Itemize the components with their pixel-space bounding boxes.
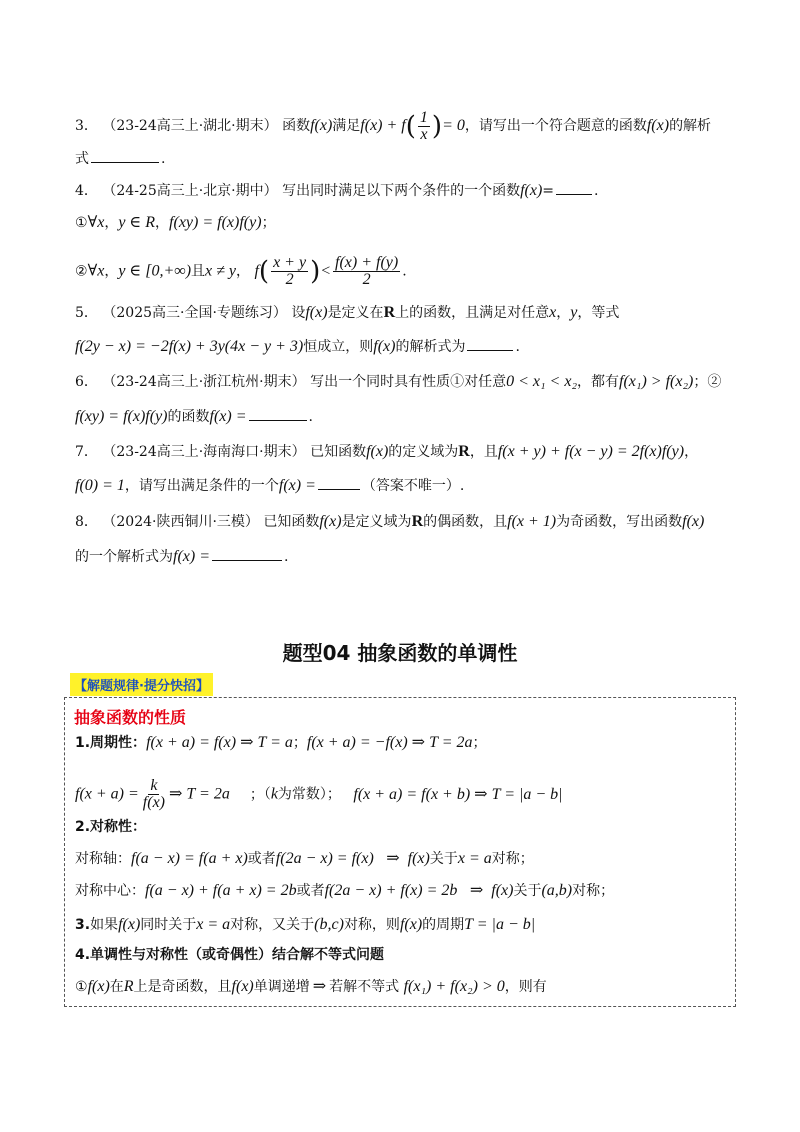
- symmetry-axis-line: [75, 849, 534, 869]
- text: f(x): [373, 338, 396, 355]
- text: (a,b): [541, 882, 573, 899]
- text: 或者: [296, 883, 325, 899]
- text: ，则有: [504, 979, 547, 995]
- text: 3.: [75, 917, 91, 933]
- text: R: [383, 304, 396, 321]
- text: f(x): [366, 443, 389, 460]
- text: .: [308, 409, 313, 425]
- text: .: [594, 183, 599, 199]
- text: 2.对称性：: [75, 819, 147, 835]
- text: ⇒: [312, 978, 327, 995]
- text: ∀x: [87, 214, 105, 231]
- text: =: [542, 183, 555, 199]
- text: f(2a − x) + f(x) = 2b: [324, 882, 458, 899]
- text: (b,c): [314, 916, 344, 933]
- text: f(x) =: [278, 477, 316, 494]
- text: 的周期: [422, 917, 465, 933]
- problem-6-number: 6．: [75, 374, 98, 390]
- text: f(x + 1): [507, 513, 557, 530]
- text: 4.单调性与对称性（或奇偶性）结合解不等式问题: [75, 947, 385, 963]
- text: 对称，又关于: [230, 917, 315, 933]
- problem-7-line-1: [75, 442, 698, 462]
- text: ，等式: [577, 305, 620, 321]
- text: y: [570, 304, 578, 321]
- text: f(x) =: [209, 408, 247, 425]
- text: f(x): [682, 513, 705, 530]
- text: ；: [292, 735, 307, 751]
- text: 对称轴：: [75, 851, 131, 867]
- problem-7-line-2: [75, 475, 464, 496]
- problem-6-source: （23-24高三上·浙江杭州·期末）: [102, 374, 306, 390]
- tips-badge: 【解题规律·提分快招】: [70, 673, 213, 696]
- problem-3-line-2: [75, 148, 165, 169]
- text: .: [284, 549, 289, 565]
- problem-7-source: （23-24高三上·海南海口·期末）: [102, 444, 306, 460]
- text: 满足: [332, 118, 361, 135]
- paren: ): [310, 256, 321, 287]
- symmetry-heading: [75, 817, 146, 837]
- problem-8-line-1: [75, 512, 704, 532]
- text: 对称，则: [343, 917, 400, 933]
- problem-6-line-1: [75, 372, 721, 392]
- text: f(x): [319, 513, 342, 530]
- text: f(0) = 1: [75, 477, 125, 494]
- text: 已知函数: [263, 514, 320, 530]
- text: ，都有: [577, 374, 620, 390]
- odd-function-line: [75, 977, 547, 997]
- text: f(x): [142, 794, 165, 811]
- text: f(x₁) > f(x₂): [619, 373, 694, 390]
- text: 关于: [513, 883, 542, 899]
- problem-4-line-1: [75, 180, 598, 201]
- symmetry-center-line: [75, 881, 614, 901]
- text: 为常数）；: [277, 786, 341, 803]
- text: ，: [684, 444, 699, 460]
- problem-6-line-2: [75, 406, 313, 427]
- text: ，请写出满足条件的一个: [124, 478, 279, 494]
- text: ，: [155, 215, 170, 231]
- text: f(x + a) = f(x + b) ⇒ T = |a − b|: [353, 785, 563, 803]
- text: f(a − x) + f(a + x) = 2b: [145, 882, 297, 899]
- text: f(x) =: [173, 548, 210, 565]
- problem-5-line-1: [75, 303, 619, 323]
- text: k: [150, 777, 158, 794]
- problem-4-cond-1: [75, 213, 276, 233]
- text: 对称；: [491, 851, 534, 867]
- text: x ≠ y: [205, 262, 237, 280]
- text: f(a − x) = f(a + x): [131, 850, 248, 867]
- text: 或者: [247, 851, 276, 867]
- text: ，: [104, 215, 119, 231]
- problem-4-number: 4．: [75, 183, 98, 199]
- text: x + y: [273, 254, 307, 271]
- text: x = a: [457, 850, 492, 867]
- text: f(x): [118, 916, 141, 933]
- text: <: [320, 262, 332, 280]
- answer-blank[interactable]: [249, 406, 307, 421]
- text: 同时关于: [140, 917, 197, 933]
- text: f(x): [87, 978, 110, 995]
- periodicity-line-2: [75, 778, 563, 811]
- text: 1: [419, 109, 428, 126]
- text: = 0: [442, 117, 465, 135]
- text: f(x + a) = f(x) ⇒ T = a: [146, 734, 293, 751]
- text: ；②: [693, 374, 722, 390]
- text: x = a: [196, 916, 231, 933]
- answer-blank[interactable]: [556, 180, 592, 195]
- math-fx: f(x): [646, 117, 670, 135]
- text: 的函数: [167, 409, 210, 425]
- paren: ): [431, 111, 443, 142]
- text: ；: [472, 735, 487, 751]
- text: 的偶函数，且: [423, 514, 508, 530]
- text: R: [458, 443, 470, 460]
- text: 已知函数: [310, 444, 367, 460]
- answer-blank[interactable]: [212, 546, 282, 561]
- text: 是定义在: [327, 305, 384, 321]
- text: 设: [291, 305, 306, 321]
- problem-3-line-1: [75, 110, 711, 143]
- answer-blank[interactable]: [467, 336, 513, 351]
- text: f(xy) = f(x)f(y): [75, 408, 168, 425]
- text: .: [402, 263, 407, 280]
- box-title: 抽象函数的性质: [74, 708, 187, 727]
- text: 的一个解析式为: [75, 549, 173, 565]
- text: ，: [104, 263, 119, 280]
- text: f(x): [305, 304, 328, 321]
- problem-8-source: （2024·陕西铜川·三模）: [102, 514, 259, 530]
- text: .: [515, 339, 520, 355]
- text: f(x + a) =: [75, 785, 139, 803]
- text: ，: [556, 305, 571, 321]
- fraction: [333, 255, 400, 288]
- text: .: [161, 151, 166, 167]
- text: f(x): [231, 978, 254, 995]
- text: 2: [362, 271, 371, 288]
- text: 上的函数，且满足对任意: [395, 305, 550, 321]
- text: 写出一个同时具有性质①对任意: [310, 374, 507, 390]
- text: ①: [75, 979, 88, 995]
- text: f(x) + f(y): [335, 254, 399, 271]
- math-fx: f(x): [310, 117, 333, 135]
- text: ⇒ T = 2a: [169, 785, 230, 803]
- paren: (: [405, 111, 416, 142]
- text: 为奇函数，写出函数: [556, 514, 683, 530]
- text: ①: [75, 215, 88, 231]
- problem-5-line-2: [75, 336, 520, 357]
- text: ⇒: [469, 882, 484, 899]
- text: （答案不唯一）.: [361, 478, 465, 494]
- paren: (: [258, 256, 270, 287]
- text: f(x + y) + f(x − y) = 2f(x)f(y): [497, 443, 685, 460]
- text: 上是奇函数，且: [133, 979, 232, 995]
- problem-7-number: 7．: [75, 444, 98, 460]
- problem-5-source: （2025高三·全国·专题练习）: [102, 305, 287, 321]
- text: ；: [249, 786, 264, 803]
- monotonicity-heading: [75, 945, 384, 965]
- text: x: [420, 126, 428, 143]
- text: f(x + a) = −f(x) ⇒ T = 2a: [306, 734, 473, 751]
- text: ，且: [469, 444, 498, 460]
- text: R: [123, 978, 134, 995]
- text: 如果: [90, 917, 119, 933]
- text: f(2y − x) = −2f(x) + 3y(4x − y + 3): [75, 338, 304, 355]
- text: 且: [191, 263, 206, 280]
- text: 在: [109, 979, 124, 995]
- math-f-x: f(x) + f( $\frac{1}{x}$ )= 0: [360, 109, 465, 143]
- text: 关于: [429, 851, 458, 867]
- problem-4-cond-2: [75, 255, 407, 288]
- period-from-symmetry-line: [75, 915, 535, 935]
- text: f: [254, 262, 259, 280]
- answer-blank[interactable]: [91, 148, 159, 163]
- text: f(x): [360, 117, 383, 135]
- text: ，: [236, 263, 251, 280]
- text: 式: [75, 151, 89, 167]
- text: k: [270, 785, 278, 803]
- text: ②: [75, 263, 88, 280]
- text: f(x₁) + f(x₂) > 0: [403, 978, 505, 995]
- fraction: [418, 110, 430, 143]
- text: 0 < x₁ < x₂: [506, 373, 578, 390]
- fraction: [271, 255, 308, 288]
- text: 2: [285, 271, 294, 288]
- text: 恒成立，则: [303, 339, 374, 355]
- text: f(x): [399, 916, 423, 933]
- problem-8-line-2: [75, 546, 288, 567]
- text: 是定义域为: [341, 514, 412, 530]
- text: 函数: [282, 118, 311, 135]
- text: 的解析: [669, 118, 712, 135]
- text: x: [549, 304, 557, 321]
- text: 的解析式为: [395, 339, 466, 355]
- text: y ∈ R: [118, 214, 156, 231]
- text: 写出同时满足以下两个条件的一个函数: [282, 183, 521, 199]
- math-fx: f(x): [520, 182, 543, 199]
- section-title: 题型04 抽象函数的单调性: [282, 641, 518, 665]
- answer-blank[interactable]: [318, 475, 360, 490]
- text: ；: [261, 215, 276, 231]
- text: y ∈ [0,+∞): [118, 262, 192, 280]
- text: f(2a − x) = f(x): [275, 850, 374, 867]
- text: 对称中心：: [75, 883, 145, 899]
- text: ⇒: [386, 850, 400, 867]
- periodicity-heading: 1.周期性：: [75, 735, 147, 751]
- text: 单调递增: [253, 979, 310, 995]
- text: 对称；: [572, 883, 615, 899]
- periodicity-line-1: [75, 733, 486, 753]
- text: f(x): [491, 882, 514, 899]
- text: ，请写出一个符合题意的函数: [464, 118, 647, 135]
- text: 的定义域为: [388, 444, 459, 460]
- text: （: [263, 786, 271, 803]
- text: T = |a − b|: [464, 916, 536, 933]
- problem-3-source: （23-24高三上·湖北·期末）: [102, 118, 278, 135]
- problem-3-number: 3．: [75, 118, 98, 135]
- problem-8-number: 8．: [75, 514, 98, 530]
- text: f(x): [407, 850, 430, 867]
- problem-4-source: （24-25高三上·北京·期中）: [102, 183, 278, 199]
- text: f(xy) = f(x)f(y): [169, 214, 262, 231]
- problem-5-number: 5．: [75, 305, 98, 321]
- text: 若解不等式: [329, 979, 400, 995]
- text: R: [411, 513, 424, 530]
- fraction: [141, 778, 167, 811]
- text: ∀x: [87, 262, 105, 280]
